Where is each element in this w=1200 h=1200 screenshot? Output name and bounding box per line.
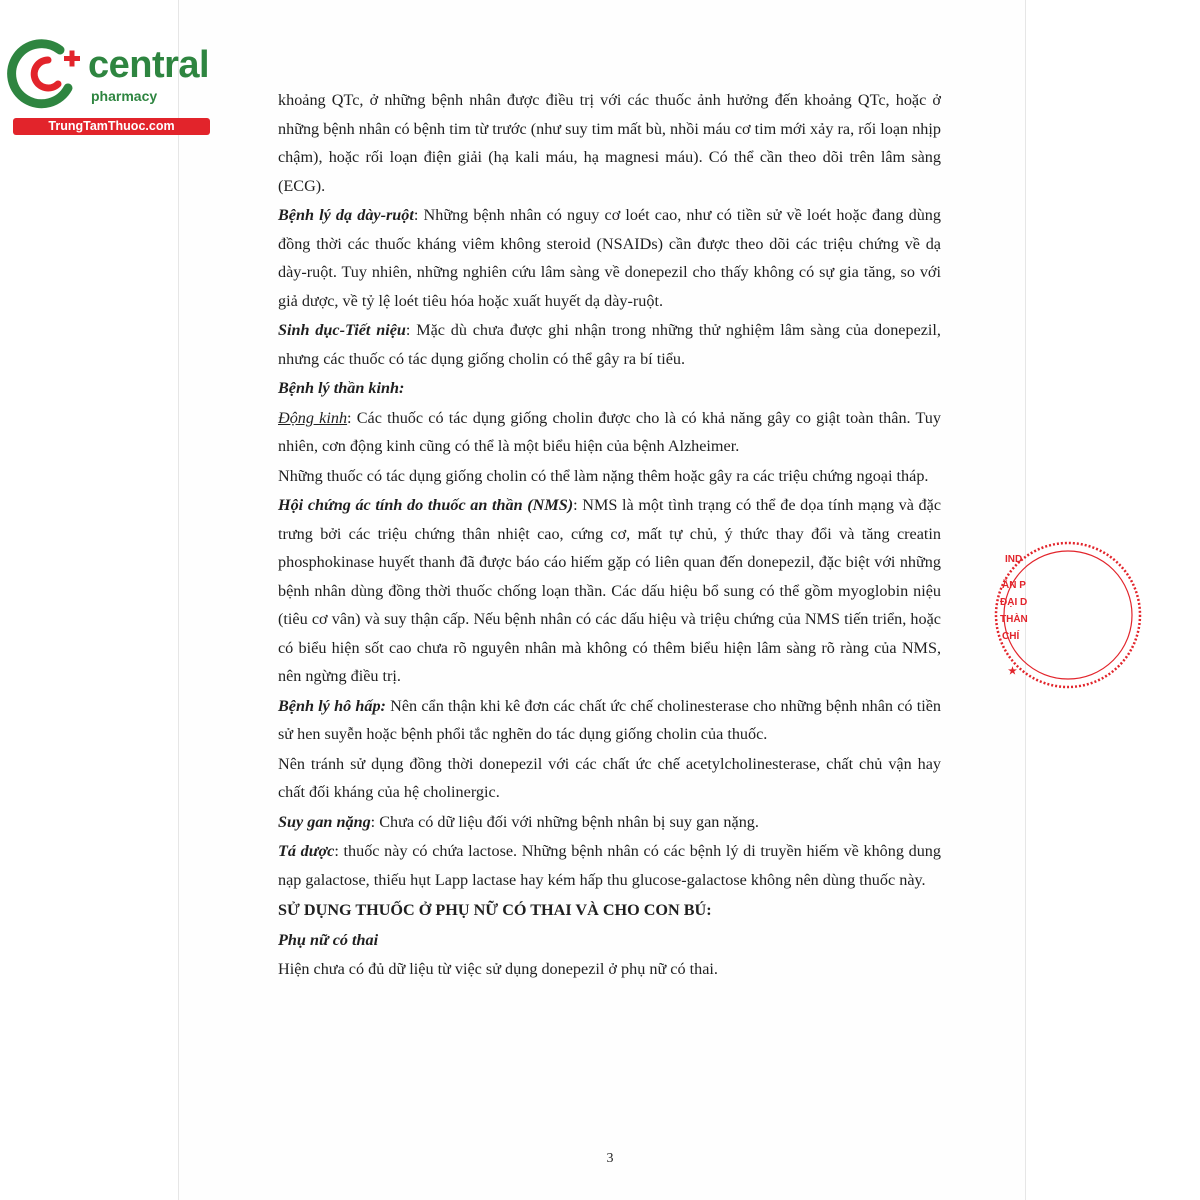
paragraph-neuro [278,374,941,403]
heading-nms: Hội chứng ác tính do thuốc an thần (NMS) [278,496,574,514]
paragraph-avoid: Nên tránh sử dụng đồng thời donepezil với các chất ức chế acetylcholinesterase, chất chủ vận hay chất đối kháng của hệ cholinergic. [278,754,941,801]
svg-text:THÀN: THÀN [1000,614,1028,625]
text-nms: : NMS là một tình trạng có thể đe dọa tính mạng và đặc trưng bởi các triệu chứng thân nhiệt cao, cứng cơ, mất tự chủ, ý thức thay đổi và tăng creatin phosphokinase huyết thanh đã được báo cáo hiếm gặp có liên quan đến donepezil, đặc biệt với những bệnh nhân dùng đồng thời thuốc chống loạn thần. Các dấu hiệu bổ sung có thể gồm myoglobin niệu (tiêu cơ vân) và suy thận cấp. Nếu bệnh nhân có các dấu hiệu và triệu chứng của NMS tiến triển, hoặc có biểu hiện sốt cao chưa rõ nguyên nhân mà không có thêm biểu hiện lâm sàng rõ ràng của NMS, nên ngừng điều trị. [278,496,942,685]
central-pharmacy-logo-mark [8,36,88,116]
paragraph-nms [278,491,941,691]
heading-respiratory: Bệnh lý hô hấp: [278,696,386,715]
text-liver: : Chưa có dữ liệu đối với những bệnh nhân bị suy gan nặng. [370,812,759,831]
heading-liver: Suy gan nặng [278,812,371,831]
heading-epilepsy: Động kinh [278,408,348,427]
paragraph-qtc: khoảng QTc, ở những bệnh nhân được điều trị với các thuốc ảnh hưởng đến khoảng QTc, hoặc ở những bệnh nhân có bệnh tim từ trước (như suy tim mất bù, nhồi máu cơ tim mới xảy ra, rối loạn nhịp chậm), hoặc rối loạn điện giải (hạ kali máu, hạ magnesi máu). Có thể cần theo dõi trên lâm sàng (ECG). [278,91,941,195]
logo-site-url[interactable]: TrungTamThuoc.com [13,118,210,135]
red-seal-stamp [990,530,1028,700]
paragraph-epilepsy [278,404,941,461]
page-number: 3 [606,1151,614,1166]
text-excipient: : thuốc này có chứa lactose. Những bệnh nhân có các bệnh lý di truyền hiếm về không dung nạp galactose, thiếu hụt Lapp lactase hay kém hấp thu glucose-galactose không nên dùng thuốc này. [278,842,941,889]
svg-text:ẦN P: ẦN P [1002,580,1026,591]
document-body [278,86,941,985]
paragraph-pregnancy-head [278,926,941,955]
paragraph-gi [278,201,941,315]
paragraph-pregnancy: Hiện chưa có đủ dữ liệu từ việc sử dụng donepezil ở phụ nữ có thai. [278,960,718,978]
svg-text:IND: IND [1005,554,1023,565]
heading-gi: Bệnh lý dạ dày-ruột [278,206,414,224]
text-respiratory: Nên cẩn thận khi kê đơn các chất ức chế cholinesterase cho những bệnh nhân có tiền sử hen suyễn hoặc bệnh phổi tắc nghẽn do tác dụng giống cholin của thuốc. [278,696,941,743]
logo-brand-sub: pharmacy [91,88,158,104]
svg-text:CHÍ: CHÍ [1002,631,1020,642]
svg-text:★: ★ [1008,666,1017,677]
paragraph-gu [278,316,941,373]
svg-text:ĐẠI D: ĐẠI D [1000,597,1028,608]
paragraph-respiratory [278,692,941,749]
heading-gu: Sinh dục-Tiết niệu [278,321,406,339]
paragraph-liver [278,808,941,837]
text-gu: : Mặc dù chưa được ghi nhận trong những thử nghiệm lâm sàng của donepezil, nhưng các thuốc có tác dụng giống cholin có thể gây ra bí tiểu. [278,321,941,368]
heading-excipient: Tá dược [278,842,335,860]
paragraph-excipient [278,837,941,894]
heading-neuro: Bệnh lý thần kinh: [278,379,405,397]
paragraph-extrapyramidal: Những thuốc có tác dụng giống cholin có thể làm nặng thêm hoặc gây ra các triệu chứng ngoại tháp. [278,466,929,485]
red-seal-stamp-graphic [990,530,1070,700]
text-gi: : Những bệnh nhân có nguy cơ loét cao, như có tiền sử về loét hoặc đang dùng đồng thời các thuốc kháng viêm không steroid (NSAIDs) cần được theo dõi các triệu chứng về dạ dày-ruột. Tuy nhiên, những nghiên cứu lâm sàng về donepezil cho thấy không có sự gia tăng, so với giả dược, về tỷ lệ loét tiêu hóa hoặc xuất huyết dạ dày-ruột. [278,206,941,310]
section-title-pregnancy: SỬ DỤNG THUỐC Ở PHỤ NỮ CÓ THAI VÀ CHO CON BÚ: [278,901,712,919]
text-epilepsy: : Các thuốc có tác dụng giống cholin được cho là có khả năng gây co giật toàn thân. Tuy nhiên, cơn động kinh cũng có thể là một biểu hiện của bệnh Alzheimer. [278,408,941,455]
logo-brand-name: central [88,44,210,86]
heading-pregnancy: Phụ nữ có thai [278,930,379,949]
